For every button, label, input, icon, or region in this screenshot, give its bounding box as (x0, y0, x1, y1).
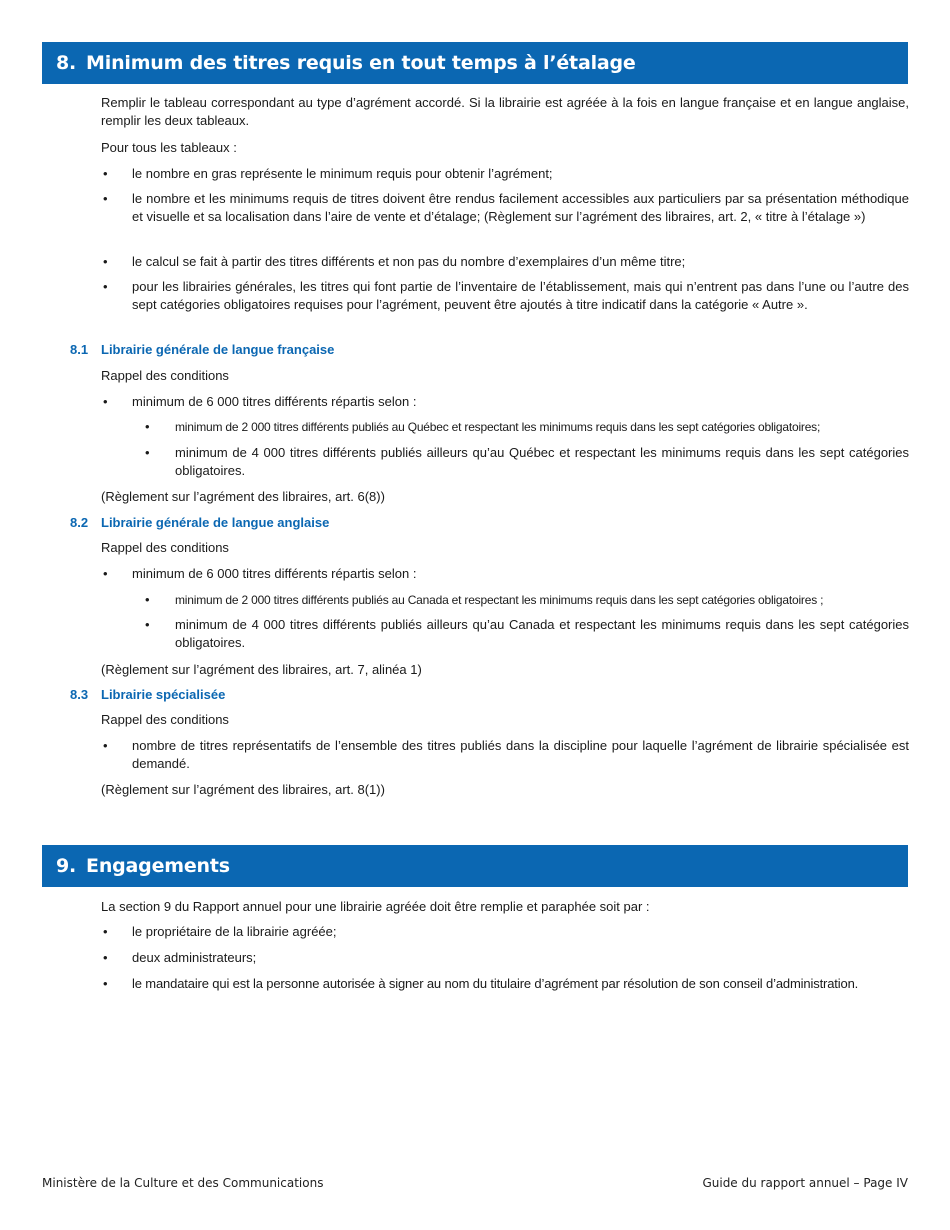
list-item: deux administrateurs; (132, 950, 257, 965)
all-tables-label: Pour tous les tableaux : (101, 140, 237, 155)
sub-list-item: minimum de 2 000 titres différents publiés au Canada et respectant les minimums requis dans les sept catégories obligatoires ; (175, 593, 824, 607)
list-item: le propriétaire de la librairie agréée; (132, 924, 337, 939)
bullet: • (103, 976, 108, 991)
bullet: • (103, 738, 108, 753)
section-9-header (42, 845, 908, 887)
bullet: • (103, 254, 108, 269)
bullet: • (145, 617, 150, 632)
recall-label: Rappel des conditions (101, 368, 229, 383)
subsection-title: Librairie générale de langue anglaise (101, 515, 330, 530)
subsection-title: Librairie spécialisée (101, 687, 226, 702)
bullet: • (145, 592, 150, 607)
section-number: 9. (56, 855, 77, 877)
list-item: le nombre en gras représente le minimum requis pour obtenir l’agrément; (132, 166, 553, 181)
subsection-8-3-heading (70, 686, 225, 704)
sub-list-item: minimum de 4 000 titres différents publiés ailleurs qu’au Québec et respectant les minimums requis dans les sept catégories obligatoires. (175, 445, 909, 478)
recall-label: Rappel des conditions (101, 540, 229, 555)
subsection-8-1-heading (70, 341, 334, 359)
list-item: le nombre et les minimums requis de titres doivent être rendus facilement accessibles aux particuliers par sa présentation méthodique et visuelle et sa localisation dans l’aire de vente et d’étalage; (Règlement sur l’agrément des libraires, art. 2, « titre à l’étalage ») (132, 191, 909, 224)
bullet: • (145, 445, 150, 460)
regulation-reference: (Règlement sur l’agrément des libraires, art. 6(8)) (101, 489, 385, 504)
subsection-number: 8.2 (70, 515, 89, 530)
subsection-number: 8.3 (70, 687, 89, 702)
section-8-header (42, 42, 908, 84)
bullet: • (103, 924, 108, 939)
footer-page: Guide du rapport annuel – Page IV (702, 1176, 908, 1190)
bullet: • (103, 279, 108, 294)
bullet: • (103, 394, 108, 409)
list-item: minimum de 6 000 titres différents répartis selon : (132, 566, 417, 581)
section-title: Minimum des titres requis en tout temps à l’étalage (86, 52, 636, 74)
sub-list-item: minimum de 4 000 titres différents publiés ailleurs qu’au Canada et respectant les minimums requis dans les sept catégories obligatoires. (175, 617, 909, 650)
bullet: • (145, 419, 150, 434)
bullet: • (103, 191, 108, 206)
list-item: le calcul se fait à partir des titres différents et non pas du nombre d’exemplaires d’un même titre; (132, 254, 686, 269)
section-9-intro: La section 9 du Rapport annuel pour une librairie agréée doit être remplie et paraphée soit par : (101, 899, 650, 914)
list-item: nombre de titres représentatifs de l’ensemble des titres publiés dans la discipline pour laquelle l’agrément de librairie spécialisée est demandé. (132, 738, 909, 771)
list-item: pour les librairies générales, les titres qui font partie de l’inventaire de l’établissement, mais qui n’entrent pas dans l’une ou l’autre des sept catégories obligatoires requises pour l’agrément, peuvent être ajoutés à titre indicatif dans la catégorie « Autre ». (132, 279, 909, 312)
list-item: minimum de 6 000 titres différents répartis selon : (132, 394, 417, 409)
section-8-intro: Remplir le tableau correspondant au type d’agrément accordé. Si la librairie est agréée à la fois en langue française et en langue anglaise, remplir les deux tableaux. (101, 95, 909, 128)
subsection-title: Librairie générale de langue française (101, 342, 335, 357)
subsection-8-2-heading (70, 514, 329, 532)
recall-label: Rappel des conditions (101, 712, 229, 727)
section-title: Engagements (86, 855, 230, 877)
regulation-reference: (Règlement sur l’agrément des libraires, art. 8(1)) (101, 782, 385, 797)
section-number: 8. (56, 52, 77, 74)
regulation-reference: (Règlement sur l’agrément des libraires, art. 7, alinéa 1) (101, 662, 422, 677)
footer-ministry: Ministère de la Culture et des Communications (42, 1176, 324, 1190)
bullet: • (103, 566, 108, 581)
bullet: • (103, 166, 108, 181)
subsection-number: 8.1 (70, 342, 89, 357)
sub-list-item: minimum de 2 000 titres différents publiés au Québec et respectant les minimums requis dans les sept catégories obligatoires; (175, 420, 821, 434)
bullet: • (103, 950, 108, 965)
list-item: le mandataire qui est la personne autorisée à signer au nom du titulaire d’agrément par résolution de son conseil d’administration. (132, 976, 859, 991)
